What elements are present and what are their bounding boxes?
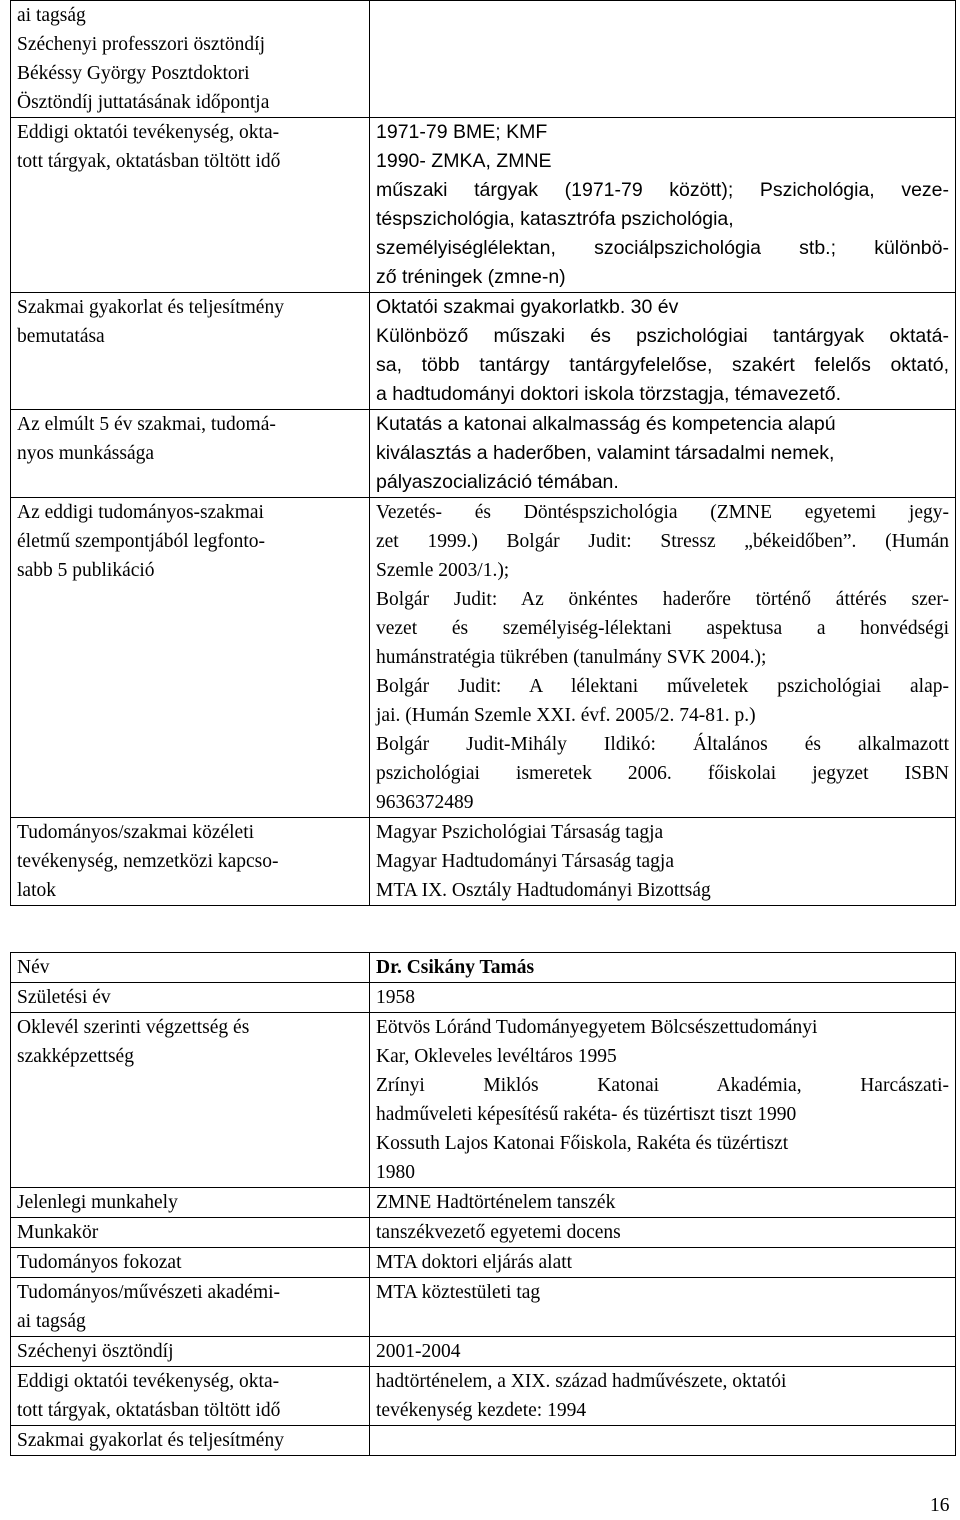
table-row bbox=[11, 1337, 956, 1367]
table-row bbox=[11, 1218, 956, 1248]
row-value bbox=[370, 498, 956, 818]
szechenyi-label: Széchenyi ösztöndíj bbox=[11, 1337, 370, 1367]
row-label bbox=[11, 1, 370, 118]
name-value: Dr. Csikány Tamás bbox=[370, 953, 956, 983]
table-row bbox=[11, 1013, 956, 1188]
value-line: Bolgár Judit: A lélektani műveletek pszichológiai alap- bbox=[376, 676, 949, 697]
table-row bbox=[11, 1248, 956, 1278]
label-line: latok bbox=[17, 880, 56, 901]
szechenyi-value: 2001-2004 bbox=[370, 1337, 956, 1367]
value-line: sa, több tantárgy tantárgyfelelőse, szakért felelős oktató, bbox=[376, 354, 949, 376]
value-line: Kar, Okleveles levéltáros 1995 bbox=[376, 1046, 617, 1067]
label-line: Békéssy György Posztdoktori bbox=[17, 63, 250, 84]
table-row bbox=[11, 293, 956, 410]
row-label bbox=[11, 818, 370, 906]
label-line: tott tárgyak, oktatásban töltött idő bbox=[17, 151, 281, 172]
birth-label: Születési év bbox=[11, 983, 370, 1013]
value-line: személyiséglélektan, szociálpszichológia stb.; különbö- bbox=[376, 237, 949, 259]
name-label: Név bbox=[11, 953, 370, 983]
value-line: pszichológiai ismeretek 2006. főiskolai jegyzet ISBN bbox=[376, 763, 949, 784]
row-value bbox=[370, 818, 956, 906]
table-row bbox=[11, 118, 956, 293]
workplace-label: Jelenlegi munkahely bbox=[11, 1188, 370, 1218]
value-line: Kutatás a katonai alkalmasság és kompetencia alapú bbox=[376, 413, 836, 435]
table-row bbox=[11, 818, 956, 906]
table-row bbox=[11, 1426, 956, 1456]
value-line: 1971-79 BME; KMF bbox=[376, 121, 548, 143]
label-line: szakképzettség bbox=[17, 1046, 134, 1067]
value-line: hadtörténelem, a XIX. század hadművészete, oktatói bbox=[376, 1371, 787, 1392]
value-line: zet 1999.) Bolgár Judit: Stressz „békeidőben”. (Humán bbox=[376, 531, 949, 552]
label-line: Széchenyi professzori ösztöndíj bbox=[17, 34, 266, 55]
label-line: Oklevél szerinti végzettség és bbox=[17, 1017, 250, 1038]
row-value bbox=[370, 410, 956, 498]
table-row bbox=[11, 1188, 956, 1218]
value-line: ző tréningek (zmne-n) bbox=[376, 266, 566, 288]
table-row bbox=[11, 983, 956, 1013]
row-value bbox=[370, 293, 956, 410]
teaching-label bbox=[11, 1367, 370, 1426]
value-line: a hadtudományi doktori iskola törzstagja, témavezető. bbox=[376, 383, 842, 405]
label-line: Az eddigi tudományos-szakmai bbox=[17, 502, 264, 523]
degree-label bbox=[11, 1013, 370, 1188]
value-line: Magyar Hadtudományi Társaság tagja bbox=[376, 851, 675, 872]
label-line: tevékenység, nemzetközi kapcso- bbox=[17, 851, 279, 872]
table-row bbox=[11, 410, 956, 498]
value-line: Eötvös Lóránd Tudományegyetem Bölcsészettudományi bbox=[376, 1017, 818, 1038]
value-line: Vezetés- és Döntéspszichológia (ZMNE egyetemi jegy- bbox=[376, 502, 949, 523]
value-line: 1990- ZMKA, ZMNE bbox=[376, 150, 552, 172]
label-line: Eddigi oktatói tevékenység, okta- bbox=[17, 122, 280, 143]
sci-degree-value: MTA doktori eljárás alatt bbox=[370, 1248, 956, 1278]
table-row bbox=[11, 953, 956, 983]
table-row bbox=[11, 1367, 956, 1426]
academy-value: MTA köztestületi tag bbox=[370, 1278, 956, 1337]
value-line: téspszichológia, katasztrófa pszichológia, bbox=[376, 208, 734, 230]
label-line: Az elmúlt 5 év szakmai, tudomá- bbox=[17, 414, 276, 435]
value-line: humánstratégia tükrében (tanulmány SVK 2004.); bbox=[376, 647, 767, 668]
cv-table-previous bbox=[10, 0, 956, 906]
table-row bbox=[11, 498, 956, 818]
label-line: Tudományos/szakmai közéleti bbox=[17, 822, 255, 843]
sci-degree-label: Tudományos fokozat bbox=[11, 1248, 370, 1278]
practice-label: Szakmai gyakorlat és teljesítmény bbox=[11, 1426, 370, 1456]
value-line: Kossuth Lajos Katonai Főiskola, Rakéta és tüzértiszt bbox=[376, 1133, 789, 1154]
value-line: pályaszocializáció témában. bbox=[376, 471, 619, 493]
job-value: tanszékvezető egyetemi docens bbox=[370, 1218, 956, 1248]
value-line: kiválasztás a haderőben, valamint társadalmi nemek, bbox=[376, 442, 835, 464]
value-line: Különböző műszaki és pszichológiai tantárgyak oktatá- bbox=[376, 325, 949, 347]
value-line: Bolgár Judit: Az önkéntes haderőre történő áttérés szer- bbox=[376, 589, 949, 610]
row-label bbox=[11, 293, 370, 410]
value-line: 1980 bbox=[376, 1162, 415, 1183]
value-line: Szemle 2003/1.); bbox=[376, 560, 510, 581]
teaching-value bbox=[370, 1367, 956, 1426]
label-line: Ösztöndíj juttatásának időpontja bbox=[17, 92, 270, 113]
label-line: ai tagság bbox=[17, 5, 86, 26]
label-line: Szakmai gyakorlat és teljesítmény bbox=[17, 297, 284, 318]
value-line: Magyar Pszichológiai Társaság tagja bbox=[376, 822, 664, 843]
value-line: Zrínyi Miklós Katonai Akadémia, Harcászati- bbox=[376, 1075, 949, 1096]
cv-table-csikany bbox=[10, 952, 956, 1456]
value-line: hadműveleti képesítésű rakéta- és tüzértiszt tiszt 1990 bbox=[376, 1104, 797, 1125]
label-line: ai tagság bbox=[17, 1311, 86, 1332]
page-number: 16 bbox=[930, 1495, 950, 1516]
table-row bbox=[11, 1278, 956, 1337]
value-line: műszaki tárgyak (1971-79 között); Pszichológia, veze- bbox=[376, 179, 949, 201]
label-line: Tudományos/művészeti akadémi- bbox=[17, 1282, 281, 1303]
value-line: 9636372489 bbox=[376, 792, 474, 813]
label-line: nyos munkássága bbox=[17, 443, 155, 464]
row-value bbox=[370, 118, 956, 293]
row-label bbox=[11, 498, 370, 818]
job-label: Munkakör bbox=[11, 1218, 370, 1248]
table-row bbox=[11, 1, 956, 118]
value-line: jai. (Humán Szemle XXI. évf. 2005/2. 74-81. p.) bbox=[376, 705, 756, 726]
workplace-value: ZMNE Hadtörténelem tanszék bbox=[370, 1188, 956, 1218]
label-line: bemutatása bbox=[17, 326, 105, 347]
label-line: sabb 5 publikáció bbox=[17, 560, 155, 581]
value-line: vezet és személyiség-lélektani aspektusa a honvédségi bbox=[376, 618, 949, 639]
row-label bbox=[11, 118, 370, 293]
value-line: Oktatói szakmai gyakorlatkb. 30 év bbox=[376, 296, 679, 318]
label-line: tott tárgyak, oktatásban töltött idő bbox=[17, 1400, 281, 1421]
practice-value bbox=[370, 1426, 956, 1456]
value-line: MTA IX. Osztály Hadtudományi Bizottság bbox=[376, 880, 711, 901]
value-line: tevékenység kezdete: 1994 bbox=[376, 1400, 587, 1421]
label-line: Eddigi oktatói tevékenység, okta- bbox=[17, 1371, 280, 1392]
degree-value bbox=[370, 1013, 956, 1188]
label-line: életmű szempontjából legfonto- bbox=[17, 531, 266, 552]
academy-label bbox=[11, 1278, 370, 1337]
row-label bbox=[11, 410, 370, 498]
row-value bbox=[370, 1, 956, 118]
value-line: Bolgár Judit-Mihály Ildikó: Általános és alkalmazott bbox=[376, 734, 949, 755]
birth-value: 1958 bbox=[370, 983, 956, 1013]
